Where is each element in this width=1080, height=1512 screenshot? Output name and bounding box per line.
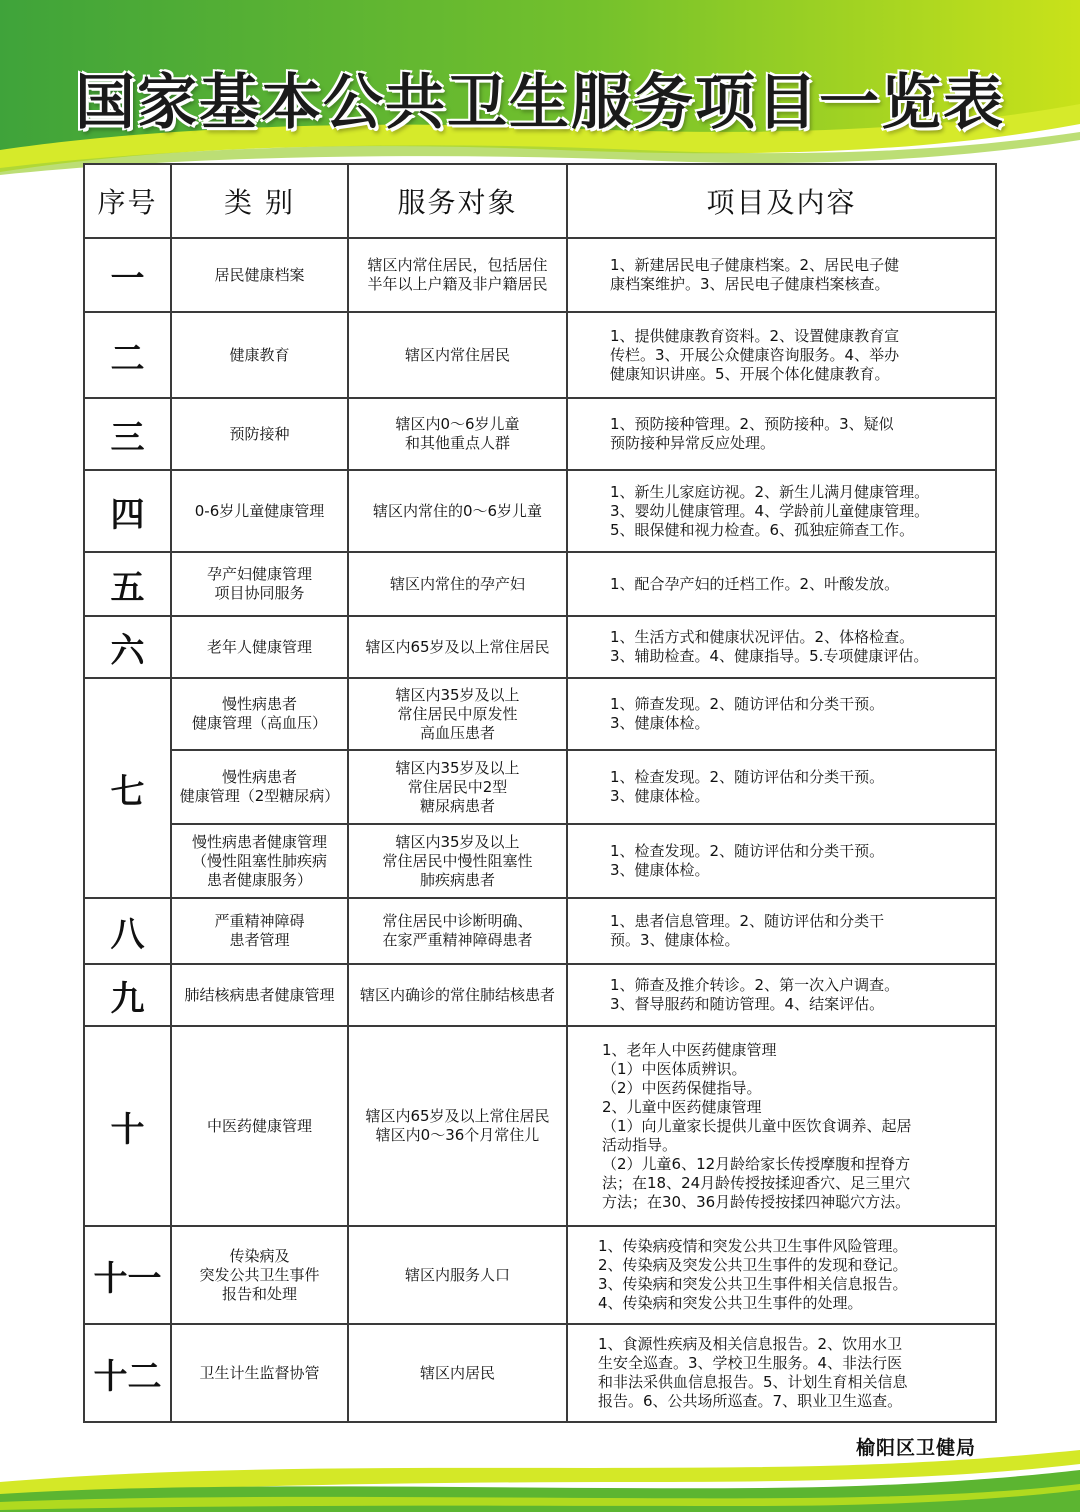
row-target: 辖区内常住居民 bbox=[348, 312, 567, 398]
row-target: 常住居民中诊断明确、 在家严重精神障碍患者 bbox=[348, 898, 567, 964]
row-target: 辖区内居民 bbox=[348, 1324, 567, 1422]
header-target: 服务对象 bbox=[348, 164, 567, 238]
row-content: 1、检查发现。2、随访评估和分类干预。 3、健康体检。 bbox=[567, 750, 996, 824]
table-row bbox=[84, 824, 996, 898]
row-content: 1、传染病疫情和突发公共卫生事件风险管理。 2、传染病及突发公共卫生事件的发现和登记。 3、传染病和突发公共卫生事件相关信息报告。 4、传染病和突发公共卫生事件的处理。 bbox=[567, 1226, 996, 1324]
row-target: 辖区内常住居民，包括居住 半年以上户籍及非户籍居民 bbox=[348, 238, 567, 312]
poster-title: 国家基本公共卫生服务项目一览表 bbox=[75, 68, 1005, 138]
row-category: 0-6岁儿童健康管理 bbox=[171, 470, 348, 552]
row-category: 预防接种 bbox=[171, 398, 348, 470]
row-target: 辖区内65岁及以上常住居民 辖区内0～36个月常住儿 bbox=[348, 1026, 567, 1226]
table-row bbox=[84, 238, 996, 312]
row-target: 辖区内35岁及以上 常住居民中2型 糖尿病患者 bbox=[348, 750, 567, 824]
row-category: 慢性病患者健康管理 （慢性阻塞性肺疾病 患者健康服务） bbox=[171, 824, 348, 898]
row-target: 辖区内确诊的常住肺结核患者 bbox=[348, 964, 567, 1026]
row-content: 1、生活方式和健康状况评估。2、体格检查。 3、辅助检查。4、健康指导。5.专项健康评估。 bbox=[567, 616, 996, 678]
row-target: 辖区内常住的孕产妇 bbox=[348, 552, 567, 616]
row-target: 辖区内0～6岁儿童 和其他重点人群 bbox=[348, 398, 567, 470]
row-content: 1、提供健康教育资料。2、设置健康教育宣 传栏。3、开展公众健康咨询服务。4、举办 健康知识讲座。5、开展个体化健康教育。 bbox=[567, 312, 996, 398]
row-number: 一 bbox=[84, 238, 171, 312]
table-row bbox=[84, 678, 996, 750]
table-row bbox=[84, 398, 996, 470]
row-number: 十二 bbox=[84, 1324, 171, 1422]
row-content: 1、预防接种管理。2、预防接种。3、疑似 预防接种异常反应处理。 bbox=[567, 398, 996, 470]
row-content: 1、食源性疾病及相关信息报告。2、饮用水卫 生安全巡查。3、学校卫生服务。4、非法行医 和非法采供血信息报告。5、计划生育相关信息 报告。6、公共场所巡查。7、职业卫生巡查。 bbox=[567, 1324, 996, 1422]
service-table bbox=[83, 163, 997, 1423]
row-number: 六 bbox=[84, 616, 171, 678]
header-category: 类 别 bbox=[171, 164, 348, 238]
row-category: 中医药健康管理 bbox=[171, 1026, 348, 1226]
row-category: 居民健康档案 bbox=[171, 238, 348, 312]
row-number: 四 bbox=[84, 470, 171, 552]
row-target: 辖区内常住的0～6岁儿童 bbox=[348, 470, 567, 552]
row-content: 1、新建居民电子健康档案。2、居民电子健 康档案维护。3、居民电子健康档案核查。 bbox=[567, 238, 996, 312]
table-header-row bbox=[84, 164, 996, 238]
row-target: 辖区内服务人口 bbox=[348, 1226, 567, 1324]
row-content: 1、筛查及推介转诊。2、第一次入户调查。 3、督导服药和随访管理。4、结案评估。 bbox=[567, 964, 996, 1026]
row-number: 二 bbox=[84, 312, 171, 398]
row-content: 1、老年人中医药健康管理 （1）中医体质辨识。 （2）中医药保健指导。 2、儿童中医药健康管理 （1）向儿童家长提供儿童中医饮食调养、起居 活动指导。 （2）儿童6、12月龄给家长传授摩腹和捏脊方 法；在18、24月龄传授按揉迎香穴、足三里穴 方法；在30、36月龄传授按揉四神聪穴方法。 bbox=[567, 1026, 996, 1226]
row-category: 肺结核病患者健康管理 bbox=[171, 964, 348, 1026]
row-content: 1、配合孕产妇的迁档工作。2、叶酸发放。 bbox=[567, 552, 996, 616]
row-number: 三 bbox=[84, 398, 171, 470]
row-number: 七 bbox=[84, 678, 171, 898]
row-category: 严重精神障碍 患者管理 bbox=[171, 898, 348, 964]
row-category: 传染病及 突发公共卫生事件 报告和处理 bbox=[171, 1226, 348, 1324]
table-row bbox=[84, 750, 996, 824]
row-category: 孕产妇健康管理 项目协同服务 bbox=[171, 552, 348, 616]
row-category: 老年人健康管理 bbox=[171, 616, 348, 678]
row-number: 九 bbox=[84, 964, 171, 1026]
row-content: 1、新生儿家庭访视。2、新生儿满月健康管理。 3、婴幼儿健康管理。4、学龄前儿童健康管理。 5、眼保健和视力检查。6、孤独症筛查工作。 bbox=[567, 470, 996, 552]
row-number: 十一 bbox=[84, 1226, 171, 1324]
row-category: 慢性病患者 健康管理（高血压） bbox=[171, 678, 348, 750]
row-category: 慢性病患者 健康管理（2型糖尿病） bbox=[171, 750, 348, 824]
row-number: 十 bbox=[84, 1026, 171, 1226]
table-row bbox=[84, 312, 996, 398]
table-row bbox=[84, 1226, 996, 1324]
table-row bbox=[84, 470, 996, 552]
row-number: 五 bbox=[84, 552, 171, 616]
row-target: 辖区内35岁及以上 常住居民中慢性阻塞性 肺疾病患者 bbox=[348, 824, 567, 898]
header-content: 项目及内容 bbox=[567, 164, 996, 238]
table-row bbox=[84, 616, 996, 678]
row-content: 1、检查发现。2、随访评估和分类干预。 3、健康体检。 bbox=[567, 824, 996, 898]
table-row bbox=[84, 898, 996, 964]
row-target: 辖区内65岁及以上常住居民 bbox=[348, 616, 567, 678]
row-content: 1、筛查发现。2、随访评估和分类干预。 3、健康体检。 bbox=[567, 678, 996, 750]
row-number: 八 bbox=[84, 898, 171, 964]
row-content: 1、患者信息管理。2、随访评估和分类干 预。3、健康体检。 bbox=[567, 898, 996, 964]
header-number: 序号 bbox=[84, 164, 171, 238]
row-target: 辖区内35岁及以上 常住居民中原发性 高血压患者 bbox=[348, 678, 567, 750]
table-row bbox=[84, 964, 996, 1026]
table-row bbox=[84, 552, 996, 616]
table-row bbox=[84, 1324, 996, 1422]
row-category: 健康教育 bbox=[171, 312, 348, 398]
table-row bbox=[84, 1026, 996, 1226]
issuer-signature: 榆阳区卫健局 bbox=[855, 1437, 976, 1459]
row-category: 卫生计生监督协管 bbox=[171, 1324, 348, 1422]
